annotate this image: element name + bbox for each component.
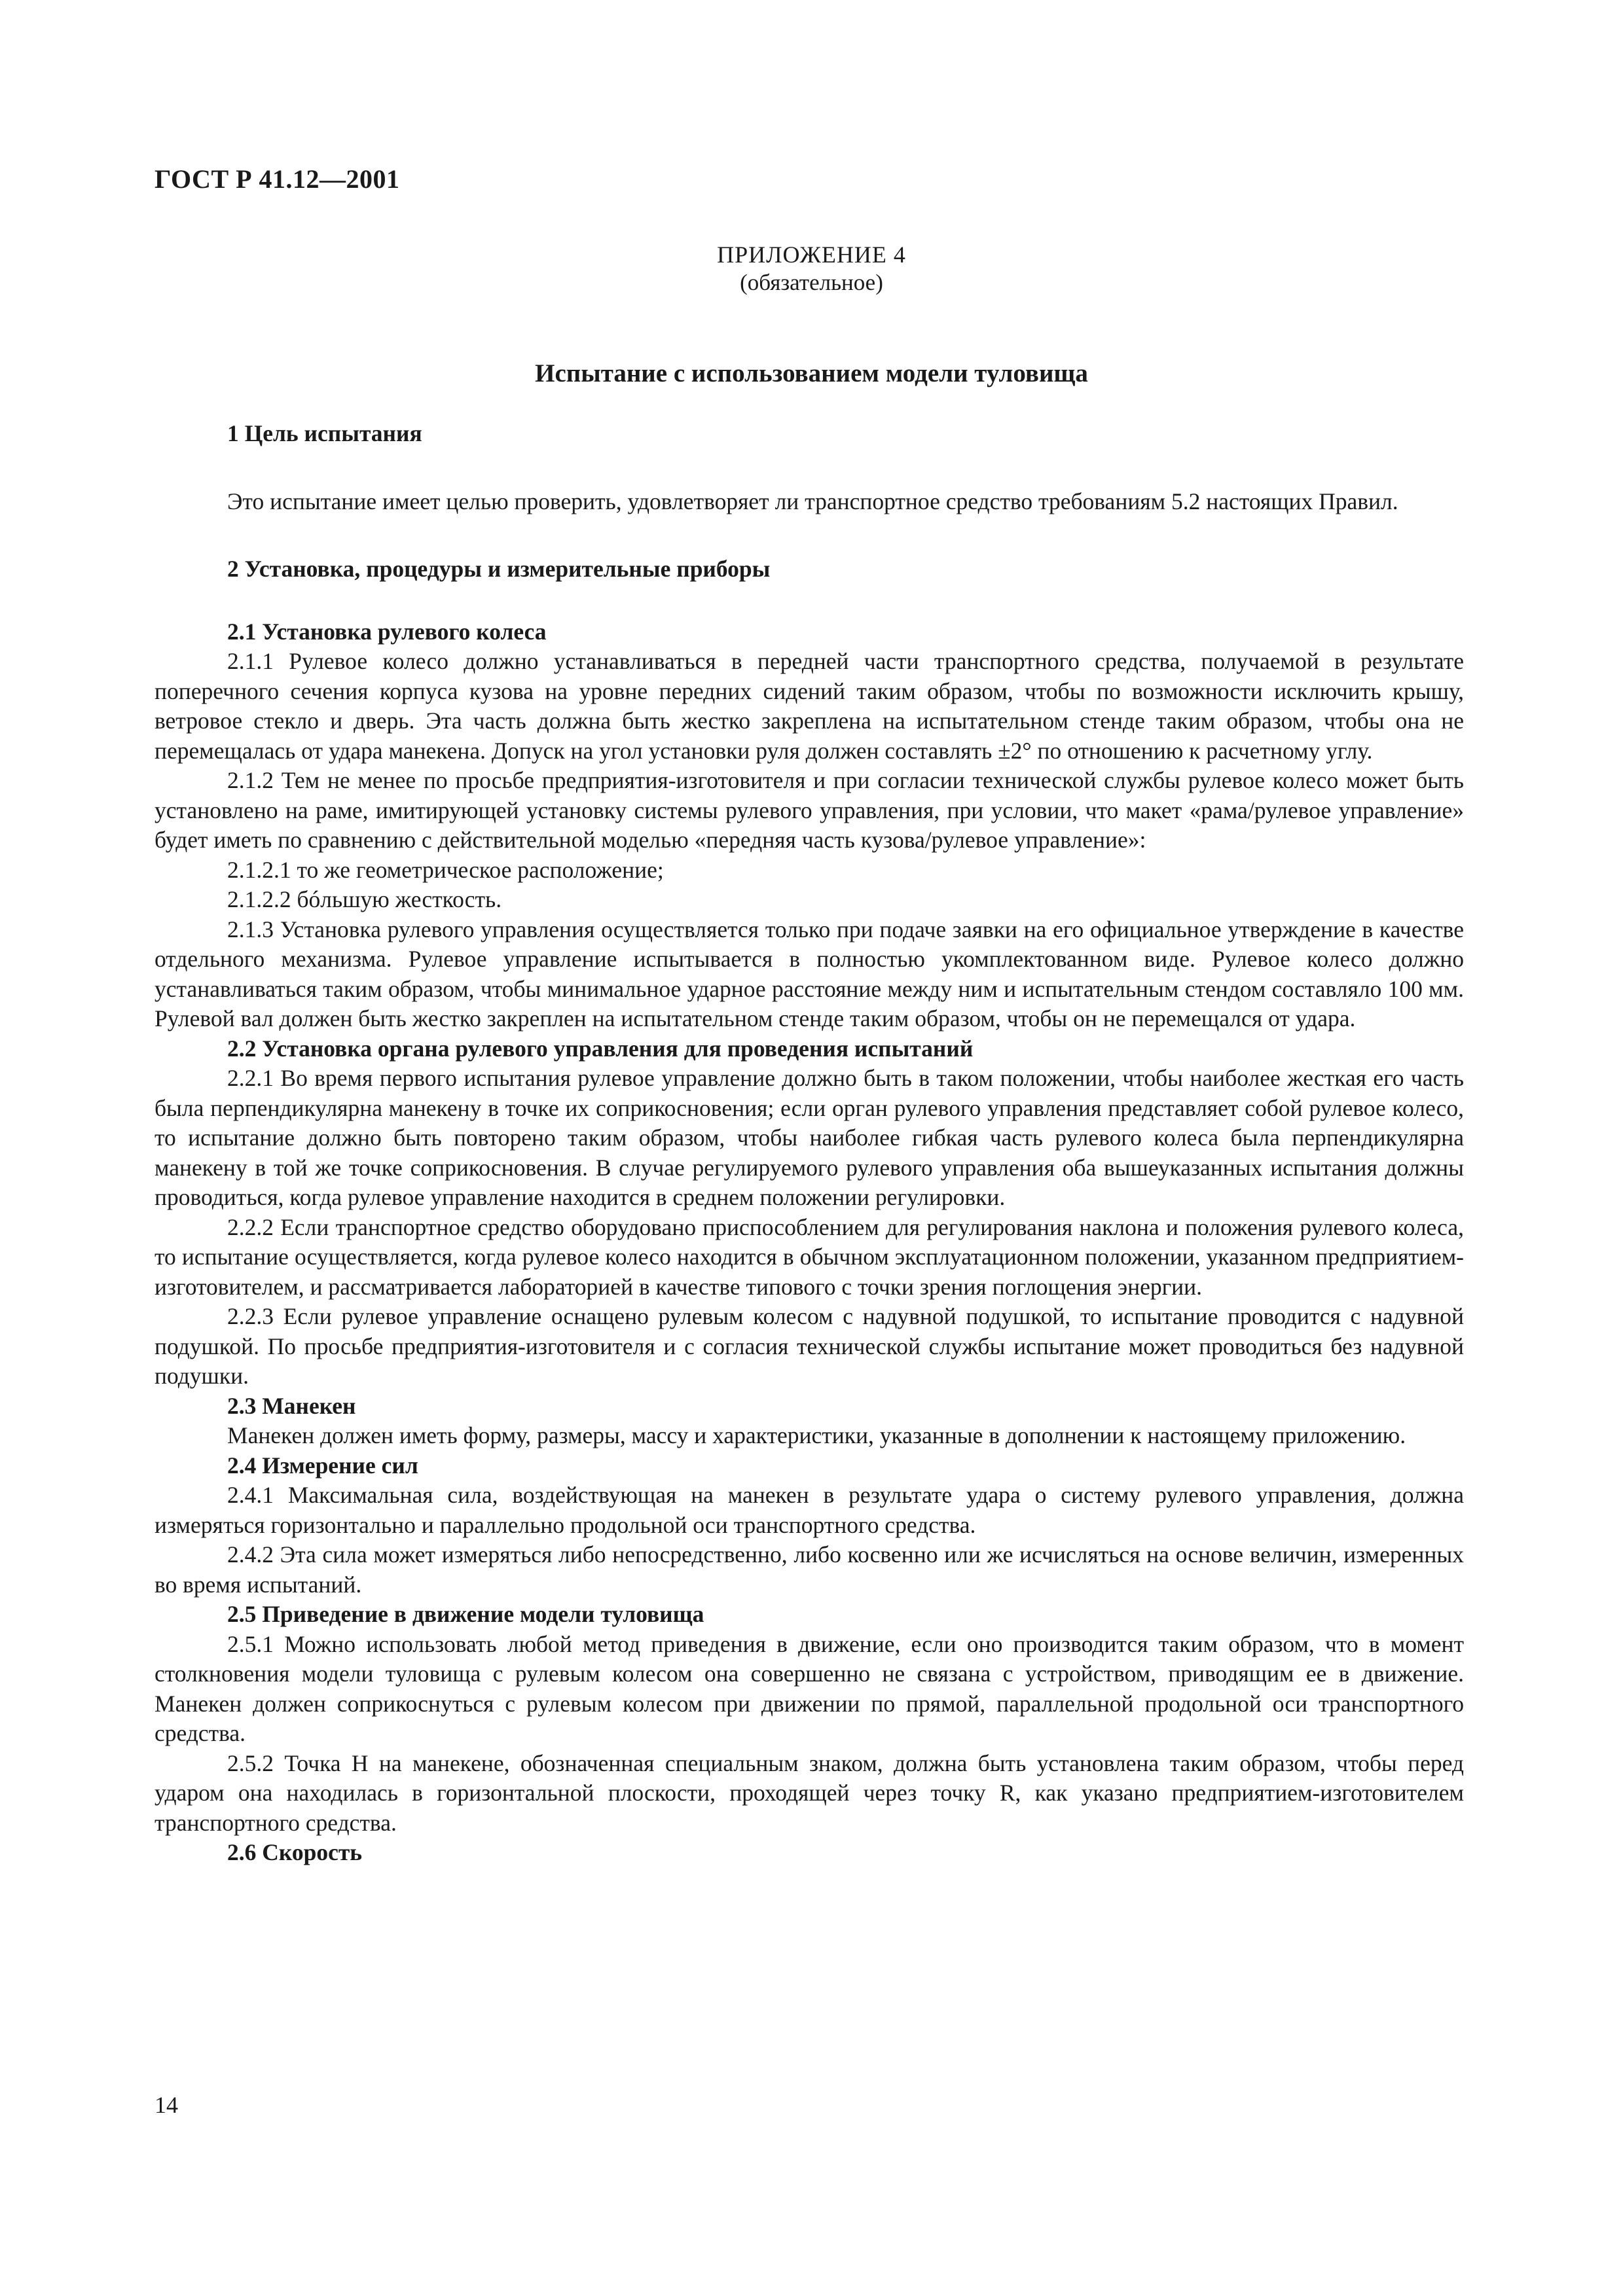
section-2-3-heading: 2.3 Манекен [227, 1392, 356, 1419]
section-1-heading: 1 Цель испытания [227, 420, 422, 446]
page-number: 14 [155, 2092, 178, 2118]
section-2-4-heading: 2.4 Измерение сил [227, 1452, 418, 1479]
annex-status: (обязательное) [740, 270, 883, 295]
document-code: ГОСТ Р 41.12—2001 [155, 164, 400, 194]
section-2-2-heading: 2.2 Установка органа рулевого управления для проведения испытаний [227, 1035, 974, 1062]
paragraph-2-2-3: 2.2.3 Если рулевое управление оснащено рулевым колесом с надувной подушкой, то испытание проводится с надувной подушкой. По просьбе предприятия-изготовителя и с согласия технической службы испытание может проводиться без надувной подушки. [155, 1303, 1464, 1389]
paragraph-2-1-2-2: 2.1.2.2 бóльшую жесткость. [227, 886, 502, 912]
paragraph-2-4-1: 2.4.1 Максимальная сила, воздействующая на манекен в результате удара о систему рулевого управления, должна измеряться горизонтально и параллельно продольной оси транспортного средства. [155, 1482, 1464, 1538]
section-2-5-heading: 2.5 Приведение в движение модели туловища [227, 1601, 704, 1627]
paragraph-2-5-1: 2.5.1 Можно использовать любой метод приведения в движение, если оно производится таким образом, что в момент столкновения модели туловища с рулевым колесом она совершенно не связана с устройством, приводящим ее в движение. Манекен должен соприкоснуться с рулевым колесом при движении по прямой, параллельной продольной оси транспортного средства. [155, 1630, 1464, 1746]
page-title: Испытание с использованием модели туловища [535, 359, 1088, 387]
paragraph-2-1-2-1: 2.1.2.1 то же геометрическое расположение; [227, 856, 664, 883]
section-2-6-heading: 2.6 Скорость [227, 1839, 363, 1865]
document-body [155, 419, 1464, 1868]
annex-title: ПРИЛОЖЕНИЕ 4 [717, 242, 906, 268]
annex-header [0, 241, 1623, 296]
paragraph-2-5-2: 2.5.2 Точка H на манекене, обозначенная специальным знаком, должна быть установлена таким образом, чтобы перед ударом она находилась в горизонтальной плоскости, проходящей через точку R, как указано предприятием-изготовителем транспортного средства. [155, 1749, 1464, 1836]
paragraph-1: Это испытание имеет целью проверить, удовлетворяет ли транспортное средство требованиям 5.2 настоящих Правил. [227, 488, 1398, 514]
paragraph-2-1-1: 2.1.1 Рулевое колесо должно устанавливаться в передней части транспортного средства, получаемой в результате поперечного сечения корпуса кузова на уровне передних сидений таким образом, чтобы по возможности исключить крышу, ветровое стекло и дверь. Эта часть должна быть жестко закреплена на испытательном стенде таким образом, чтобы она не перемещалась от удара манекена. Допуск на угол установки руля должен составлять ±2° по отношению к расчетному углу. [155, 648, 1464, 764]
paragraph-2-1-2: 2.1.2 Тем не менее по просьбе предприятия-изготовителя и при согласии технической службы рулевое колесо может быть установлено на раме, имитирующей установку системы рулевого управления, при условии, что макет «рама/рулевое управление» будет иметь по сравнению с действительной моделью «передняя часть кузова/рулевое управление»: [155, 767, 1464, 853]
paragraph-2-4-2: 2.4.2 Эта сила может измеряться либо непосредственно, либо косвенно или же исчисляться на основе величин, измеренных во время испытаний. [155, 1541, 1464, 1598]
section-2-1-heading: 2.1 Установка рулевого колеса [227, 618, 547, 645]
paragraph-2-2-2: 2.2.2 Если транспортное средство оборудовано приспособлением для регулирования наклона и положения рулевого колеса, то испытание осуществляется, когда рулевое колесо находится в обычном эксплуатационном положении, указанном предприятием-изготовителем, и рассматривается лабораторией в качестве типового с точки зрения поглощения энергии. [155, 1213, 1464, 1300]
paragraph-2-2-1: 2.2.1 Во время первого испытания рулевое управление должно быть в таком положении, чтобы наиболее жесткая его часть была перпендикулярна манекену в точке их соприкосновения; если орган рулевого управления представляет собой рулевое колесо, то испытание должно быть повторено таким образом, чтобы наиболее гибкая часть рулевого колеса была перпендикулярна манекену в той же точке соприкосновения. В случае регулируемого рулевого управления оба вышеуказанных испытания должны проводиться, когда рулевое управление находится в среднем положении регулировки. [155, 1065, 1464, 1210]
paragraph-2-3: Манекен должен иметь форму, размеры, массу и характеристики, указанные в дополнении к настоящему приложению. [227, 1422, 1406, 1448]
section-2-heading: 2 Установка, процедуры и измерительные приборы [227, 556, 771, 582]
paragraph-2-1-3: 2.1.3 Установка рулевого управления осуществляется только при подаче заявки на его официальное утверждение в качестве отдельного механизма. Рулевое управление испытывается в полностью укомплектованном виде. Рулевое колесо должно устанавливаться таким образом, чтобы минимальное ударное расстояние между ним и испытательным стендом составляло 100 мм. Рулевой вал должен быть жестко закреплен на испытательном стенде таким образом, чтобы он не перемещался от удара. [155, 916, 1464, 1031]
